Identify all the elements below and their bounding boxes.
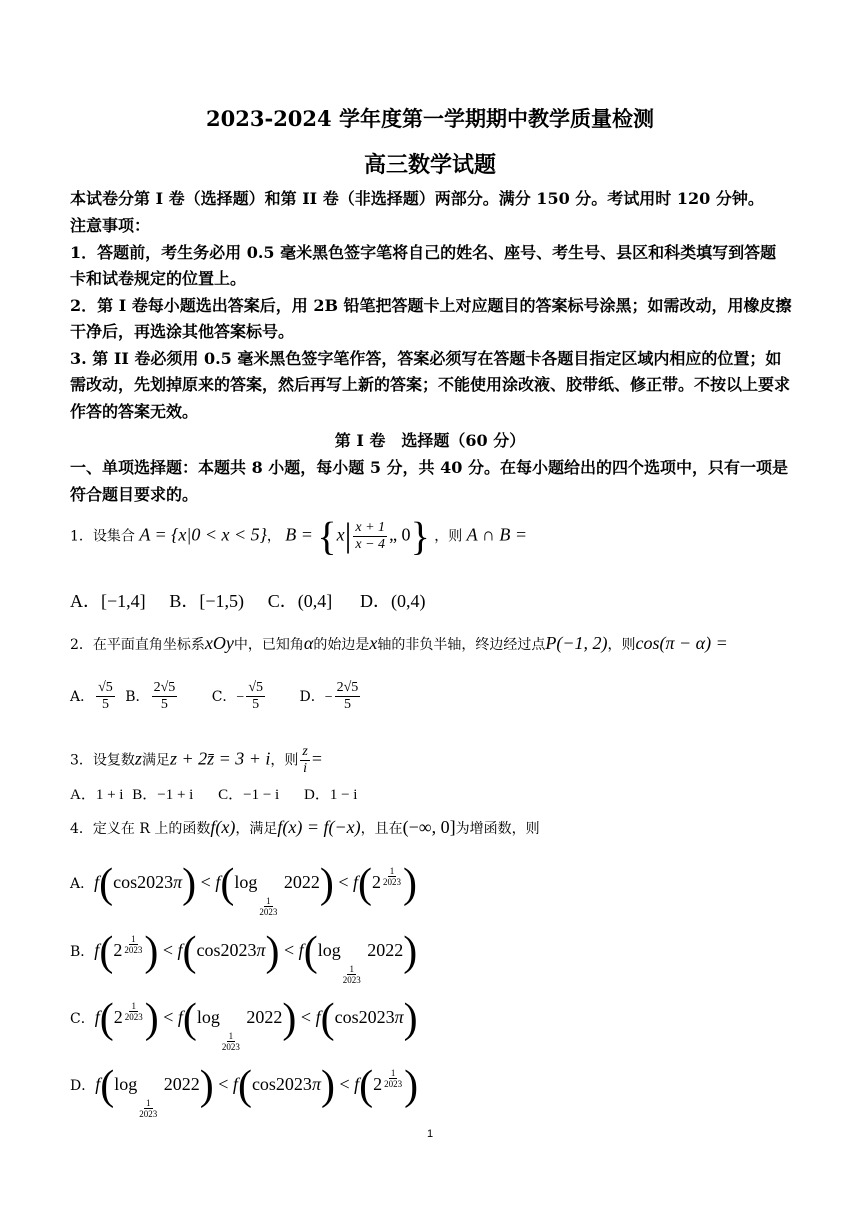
q4-option-label: C． [70,1011,95,1027]
q4-term-pow: f(2 $\frac{1}{2023}$ ) [354,1063,419,1109]
q3-stem-3: ，则 [270,752,299,769]
q4-option-c[interactable]: C．f(2 $\frac{1}{2023}$ ) < f(log $\frac{1}{2023}$ 2022) < f(cos2023π) [70,996,418,1052]
section1-intro: 一、单项选择题：本题共 8 小题，每小题 5 分，共 40 分。在每小题给出的四个选项中，只有一项是符合题目要求的。 [70,458,788,504]
q4-stem-3: ，且在 [360,821,403,837]
q1-set-a: A = {x|0 < x < 5} [139,524,267,545]
q1-frac-num: x + 1 [355,520,386,535]
q4-term-pow: f(2 $\frac{1}{2023}$ ) [94,996,159,1042]
page-number: 1 [426,1128,434,1140]
q1-stem-prefix: 1．设集合 [70,528,135,545]
q3-option-c[interactable]: C．−1 − i [218,787,280,803]
q1-fraction [353,520,387,553]
q1-stem-suffix: ，则 [434,528,463,545]
notes-block [70,213,792,425]
q1-options [70,587,426,613]
q4-option-label: D． [70,1078,96,1094]
exam-subtitle: 高三数学试题 [363,152,496,178]
q1-target: A ∩ B = [466,524,527,545]
q1-set-b-rel: „ 0 [389,524,411,545]
q4-fx: f(x) [210,817,236,837]
q4-cond: f(x) = f(−x) [277,817,361,837]
q4-term-pow: f(2 $\frac{1}{2023}$ ) [94,929,159,975]
q1-set-b-lhs: B = [285,524,313,545]
q4-term-log: f(log $\frac{1}{2023}$ 2022) [177,996,297,1052]
q4-interval: (−∞, 0] [402,817,456,837]
q4-term-log: f(log $\frac{1}{2023}$ 2022) [215,861,334,917]
q1-option-d[interactable]: D．(0,4) [360,591,426,611]
q2-xaxis: x [369,633,378,653]
q1-left-brace: { [317,513,337,559]
question-4 [70,818,540,838]
q4-option-b[interactable]: B．f(2 $\frac{1}{2023}$ ) < f(cos2023π) < f(log $\frac{1}{2023}$ 2022) [70,929,418,985]
q4-term-cos: f(cos2023π) [94,861,197,907]
part1-heading: 第 I 卷 选择题（60 分） [334,431,526,450]
note-2: 2．第 I 卷每小题选出答案后，用 2B 铅笔把答题卡上对应题目的答案标号涂黑；如需改动，用橡皮擦干净后，再选涂其他答案标号。 [70,295,792,341]
q2-point: P(−1, 2) [545,633,608,653]
q2-stem-2: 中，已知角 [233,637,304,653]
question-1: 1．设集合 A = {x|0 < x < 5}， B = {x| $\frac{x + 1}{x - 4}$ „ 0} ，则 A ∩ B = [70,513,527,559]
q3-var: z [134,748,142,769]
q2-alpha: α [303,633,314,653]
q4-term-pow: f(2 $\frac{1}{2023}$ ) [353,861,418,907]
q2-target: cos(π − α) = [635,633,728,653]
q2-options [70,680,362,713]
q4-term-log: f(log $\frac{1}{2023}$ 2022) [95,1063,214,1119]
q3-equation: z + 2z̄ = 3 + i [169,748,271,769]
q2-option-d[interactable]: D．− $\frac{2√5}{5}$ [299,680,359,712]
q3-frac-den: i [303,761,308,776]
q4-option-label: A． [70,876,95,892]
q3-stem-1: 3．设复数 [70,752,135,769]
q2-stem-4: 轴的非负半轴，终边经过点 [377,637,546,653]
q4-term-log: f(log $\frac{1}{2023}$ 2022) [298,929,418,985]
q4-stem-4: 为增函数，则 [455,821,540,837]
q4-option-d[interactable]: D．f(log $\frac{1}{2023}$ 2022) < f(cos2023π) < f(2 $\frac{1}{2023}$ ) [70,1063,419,1119]
q3-frac-num: z [302,744,308,759]
note-1: 1．答题前，考生务必用 0.5 毫米黑色签字笔将自己的姓名、座号、考生号、县区和科类填写到答题卡和试卷规定的位置上。 [70,242,777,288]
q2-option-a[interactable]: A． $\frac{√5}{5}$ [70,680,113,712]
q2-option-b[interactable]: B． $\frac{2√5}{5}$ [125,680,176,712]
q1-option-a[interactable]: A．[−1,4] [70,591,146,611]
q1-option-b[interactable]: B．[−1,5) [169,591,245,611]
q1-right-brace: } [410,513,430,559]
q3-option-d[interactable]: D．1 − i [304,787,358,803]
q4-term-cos: f(cos2023π) [177,929,280,975]
q3-options [70,783,357,804]
q2-stem-3: 的始边是 [313,637,370,653]
notes-heading: 注意事项： [70,216,151,235]
q4-stem-1: 4．定义在 R 上的函数 [70,821,211,837]
q4-stem-2: ，满足 [235,821,278,837]
exam-title: 2023-2024 学年度第一学期期中教学质量检测 [206,106,654,131]
q4-option-label: B． [70,944,95,960]
question-3 [70,744,322,777]
q4-term-cos: f(cos2023π) [315,996,418,1042]
q1-option-c[interactable]: C．(0,4] [267,591,333,611]
q3-option-a[interactable]: A．1 + i [70,787,124,803]
q4-term-cos: f(cos2023π) [232,1063,335,1109]
question-2 [70,634,728,654]
q1-frac-den: x − 4 [355,537,386,552]
q2-option-c[interactable]: C．− $\frac{√5}{5}$ [211,680,264,712]
note-3: 3. 第 II 卷必须用 0.5 毫米黑色签字笔作答，答案必须写在答题卡各题目指定区域内相应的位置；如需改动，先划掉原来的答案，然后再写上新的答案；不能使用涂改液、胶带纸、修正带。不按以上要求作答的答案无效。 [70,348,791,421]
q2-coord: xOy [204,633,234,653]
q4-option-a[interactable]: A．f(cos2023π) < f(log $\frac{1}{2023}$ 2022) < f(2 $\frac{1}{2023}$ ) [70,861,418,917]
q3-tail: = [311,748,322,769]
q3-stem-2: 满足 [141,752,170,769]
q2-stem-1: 2．在平面直角坐标系 [70,637,205,653]
q2-stem-5: ，则 [607,637,636,653]
exam-intro: 本试卷分第 I 卷（选择题）和第 II 卷（非选择题）两部分。满分 150 分。考试用时 120 分钟。 [70,189,764,208]
q3-option-b[interactable]: B．−1 + i [132,787,194,803]
